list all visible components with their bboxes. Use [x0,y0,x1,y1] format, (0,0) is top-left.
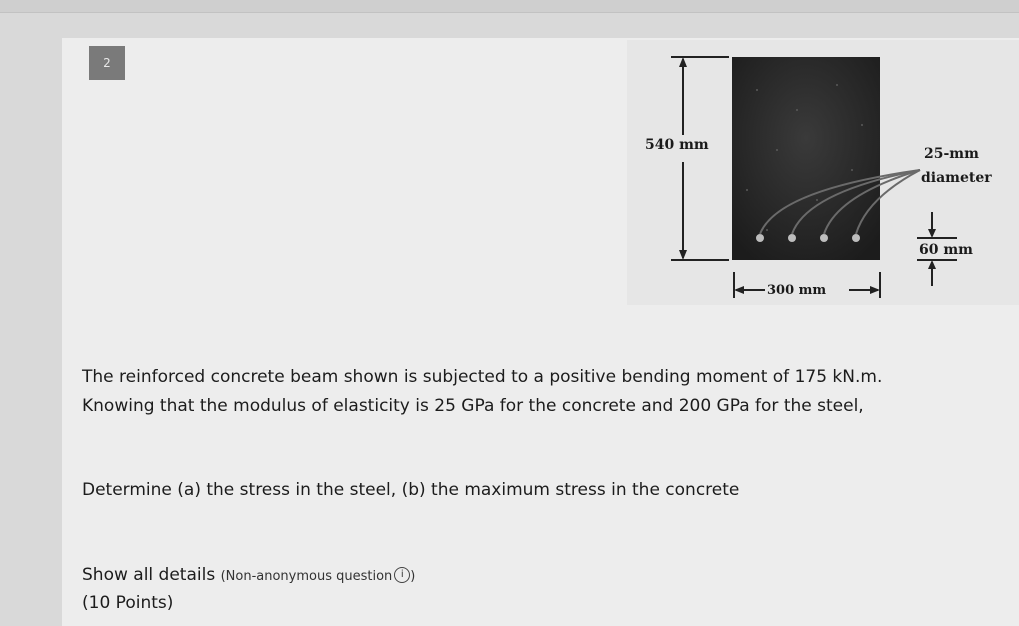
height-dimension [671,57,729,260]
question-note-close: ) [410,569,416,584]
cover-label: 60 mm [919,242,973,258]
question-instruction-row [82,565,415,585]
height-label: 540 mm [645,137,709,153]
question-intro-line2: Knowing that the modulus of elasticity is 25 GPa for the concrete and 200 GPa for the steel, [82,396,864,416]
question-number-badge: 2 [89,46,125,80]
question-points: (10 Points) [82,593,174,613]
question-task: Determine (a) the stress in the steel, (b) the maximum stress in the concrete [82,480,740,500]
bar-diameter-label-line1: 25-mm [924,146,979,162]
question-note: (Non-anonymous question [220,569,393,584]
info-icon[interactable]: i [394,567,410,583]
width-label: 300 mm [767,283,827,298]
bar-diameter-label-line2: diameter [921,170,992,186]
beam-figure [627,40,1019,305]
browser-top-bar [0,0,1019,13]
question-instruction: Show all details [82,565,216,585]
question-intro-line1: The reinforced concrete beam shown is subjected to a positive bending moment of 175 kN.m. [82,367,883,387]
